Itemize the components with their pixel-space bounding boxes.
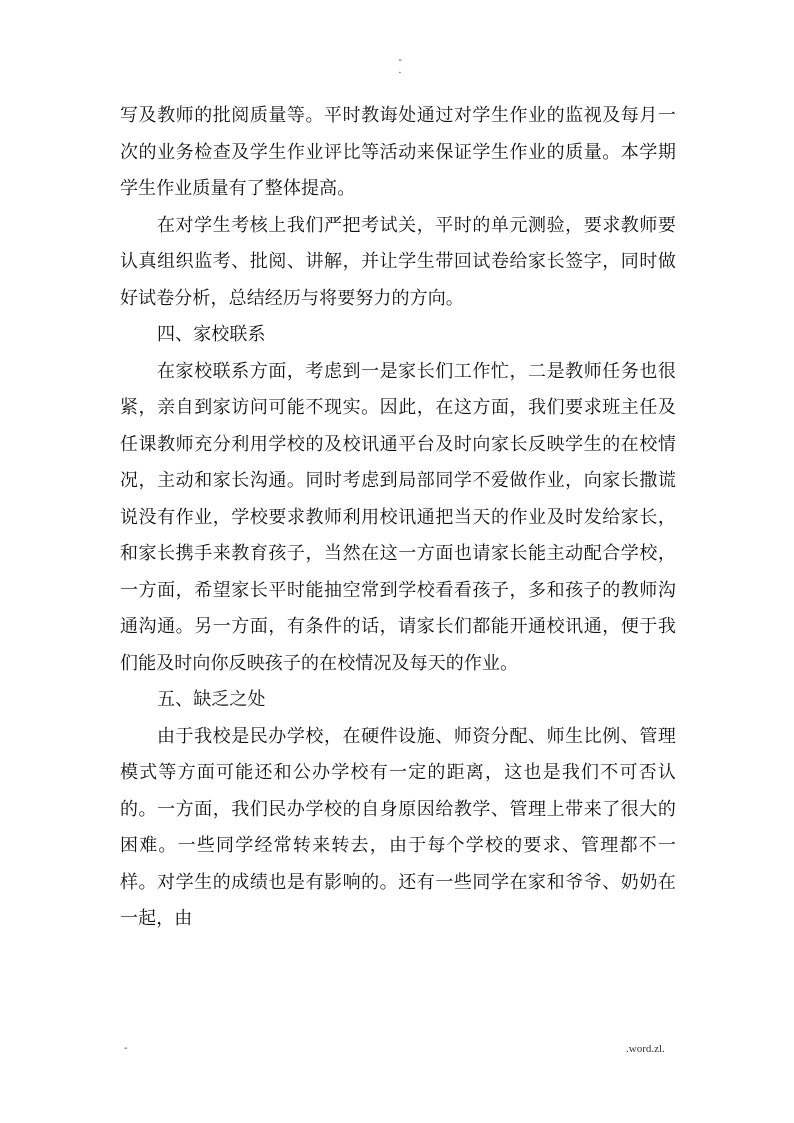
document-body bbox=[120, 98, 676, 938]
paragraph-home-school-contact: 在家校联系方面，考虑到一是家长们工作忙，二是教师任务也很紧，亲自到家访问可能不现实。因此，在这方面，我们要求班主任及任课教师充分利用学校的及校讯通平台及时向家长反映学生的在校情况，主动和家长沟通。同时考虑到局部同学不爱做作业，向家长撒谎说没有作业，学校要求教师利用校讯通把当天的作业及时发给家长，和家长携手来教育孩子，当然在这一方面也请家长能主动配合学校，一方面，希望家长平时能抽空常到学校看看孩子，多和孩子的教师沟通沟通。另一方面，有条件的话，请家长们都能开通校讯通，便于我们能及时向你反映孩子的在校情况及每天的作业。 bbox=[120, 360, 676, 674]
header-dot: . bbox=[398, 65, 402, 76]
page-header-mark bbox=[380, 56, 420, 76]
section-heading-home-school: 四、家校联系 bbox=[157, 324, 266, 345]
section-heading-shortcomings: 五、缺乏之处 bbox=[157, 689, 266, 710]
header-dash: - bbox=[398, 55, 402, 66]
paragraph-exam-assessment: 在对学生考核上我们严把考试关，平时的单元测验，要求教师要认真组织监考、批阅、讲解，并让学生带回试卷给家长签字，同时做好试卷分析，总结经历与将要努力的方向。 bbox=[120, 214, 676, 309]
footer-left-mark: - bbox=[124, 1043, 128, 1054]
paragraph-homework-quality: 写及教师的批阅质量等。平时教诲处通过对学生作业的监视及每月一次的业务检查及学生作业评比等活动来保证学生作业的质量。本学期学生作业质量有了整体提高。 bbox=[120, 105, 676, 199]
footer-source: .word.zl. bbox=[626, 1043, 665, 1055]
paragraph-shortcomings: 由于我校是民办学校，在硬件设施、师资分配、师生比例、管理模式等方面可能还和公办学校有一定的距离，这也是我们不可否认的。一方面，我们民办学校的自身原因给教学、管理上带来了很大的困难。一些同学经常转来转去，由于每个学校的要求、管理都不一样。对学生的成绩也是有影响的。还有一些同学在家和爷爷、奶奶在一起，由 bbox=[120, 725, 676, 929]
